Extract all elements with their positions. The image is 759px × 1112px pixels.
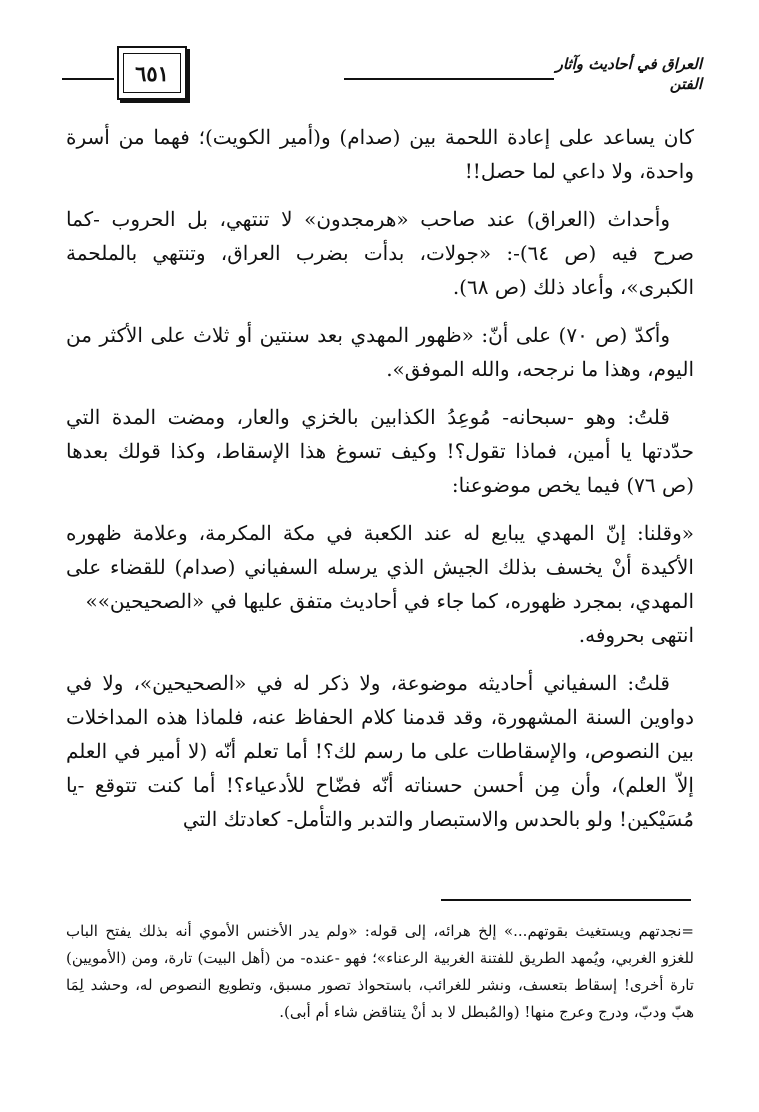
page-number-box (117, 46, 187, 100)
paragraph: قلتُ: وهو -سبحانه- مُوعِدُ الكذابين بالخزي والعار، ومضت المدة التي حدّدتها يا أمين، فماذا تقول؟! وكيف تسوغ هذا الإسقاط، وكذا قولك بعدها (ص ٧٦) فيما يخص موضوعنا: (66, 405, 694, 497)
paragraph: وأكدّ (ص ٧٠) على أنّ: «ظهور المهدي بعد سنتين أو ثلاث على الأكثر من اليوم، وهذا ما نرجحه، والله الموفق». (66, 323, 694, 381)
quotation: «وقلنا: إنّ المهدي يبايع له عند الكعبة في مكة المكرمة، وعلامة ظهوره الأكيدة أنْ يخسف بذلك الجيش الذي يرسله السفياني (صدام) للقضاء على المهدي، بمجرد ظهوره، كما جاء في أحاديث متفق عليها في «الصحيحين»» (66, 521, 694, 613)
page-number: ٦٥١ (123, 53, 181, 93)
page-header (62, 46, 702, 108)
running-title: العراق في أحاديث وآثار الفتن (555, 55, 702, 93)
paragraph: وأحداث (العراق) عند صاحب «هرمجدون» لا تنتهي، بل الحروب -كما صرح فيه (ص ٦٤)-: «جولات، بدأت بضرب العراق، وتنتهي بالملحمة الكبرى»، وأعاد ذلك (ص ٦٨). (66, 207, 694, 299)
main-text (66, 120, 694, 850)
footnote (66, 918, 694, 1026)
header-rule (344, 78, 554, 80)
paragraph: قلتُ: السفياني أحاديثه موضوعة، ولا ذكر له في «الصحيحين»، ولا في دواوين السنة المشهورة، وقد قدمنا كلام الحفاظ عنه، فلماذا هذه المداخلات بين النصوص، والإسقاطات على ما رسم لك؟! أما تعلم أنّه (لا أمير في العلم إلاّ العلم)، وأن مِن أحسن حسناته أنّه فضّاح للأدعياء؟! أما كنت تتوقع -يا مُسَيْكين! ولو بالحدس والاستبصار والتدبر والتأمل- كعادتك التي (66, 671, 694, 831)
header-rule (62, 78, 114, 80)
paragraph: انتهى بحروفه. (578, 623, 694, 647)
paragraph: كان يساعد على إعادة اللحمة بين (صدام) و(أمير الكويت)؛ فهما من أسرة واحدة، ولا داعي لما حصل!! (66, 125, 694, 183)
footnote-separator (441, 899, 691, 901)
footnote-text: =نجدتهم ويستغيث بقوتهم...» إلخ هرائه، إلى قوله: «ولم يدر الأخنس الأموي أنه بذلك يفتح الباب للغزو الغربي، ويُمهد الطريق للفتنة الغربية الرعناء»؛ فهو -عنده- من (أهل البيت) تارة، ومن (الأمويين) تارة أخرى! إسقاط بتعسف، ونشر للغرائب، باستحواذ تصور مسبق، وتطويع النصوص له، وحشد لِمَا هبّ ودبّ، ودرج وعرج منها! (والمُبطل لا بد أنْ يتناقض شاء أم أبى). (66, 922, 694, 1021)
